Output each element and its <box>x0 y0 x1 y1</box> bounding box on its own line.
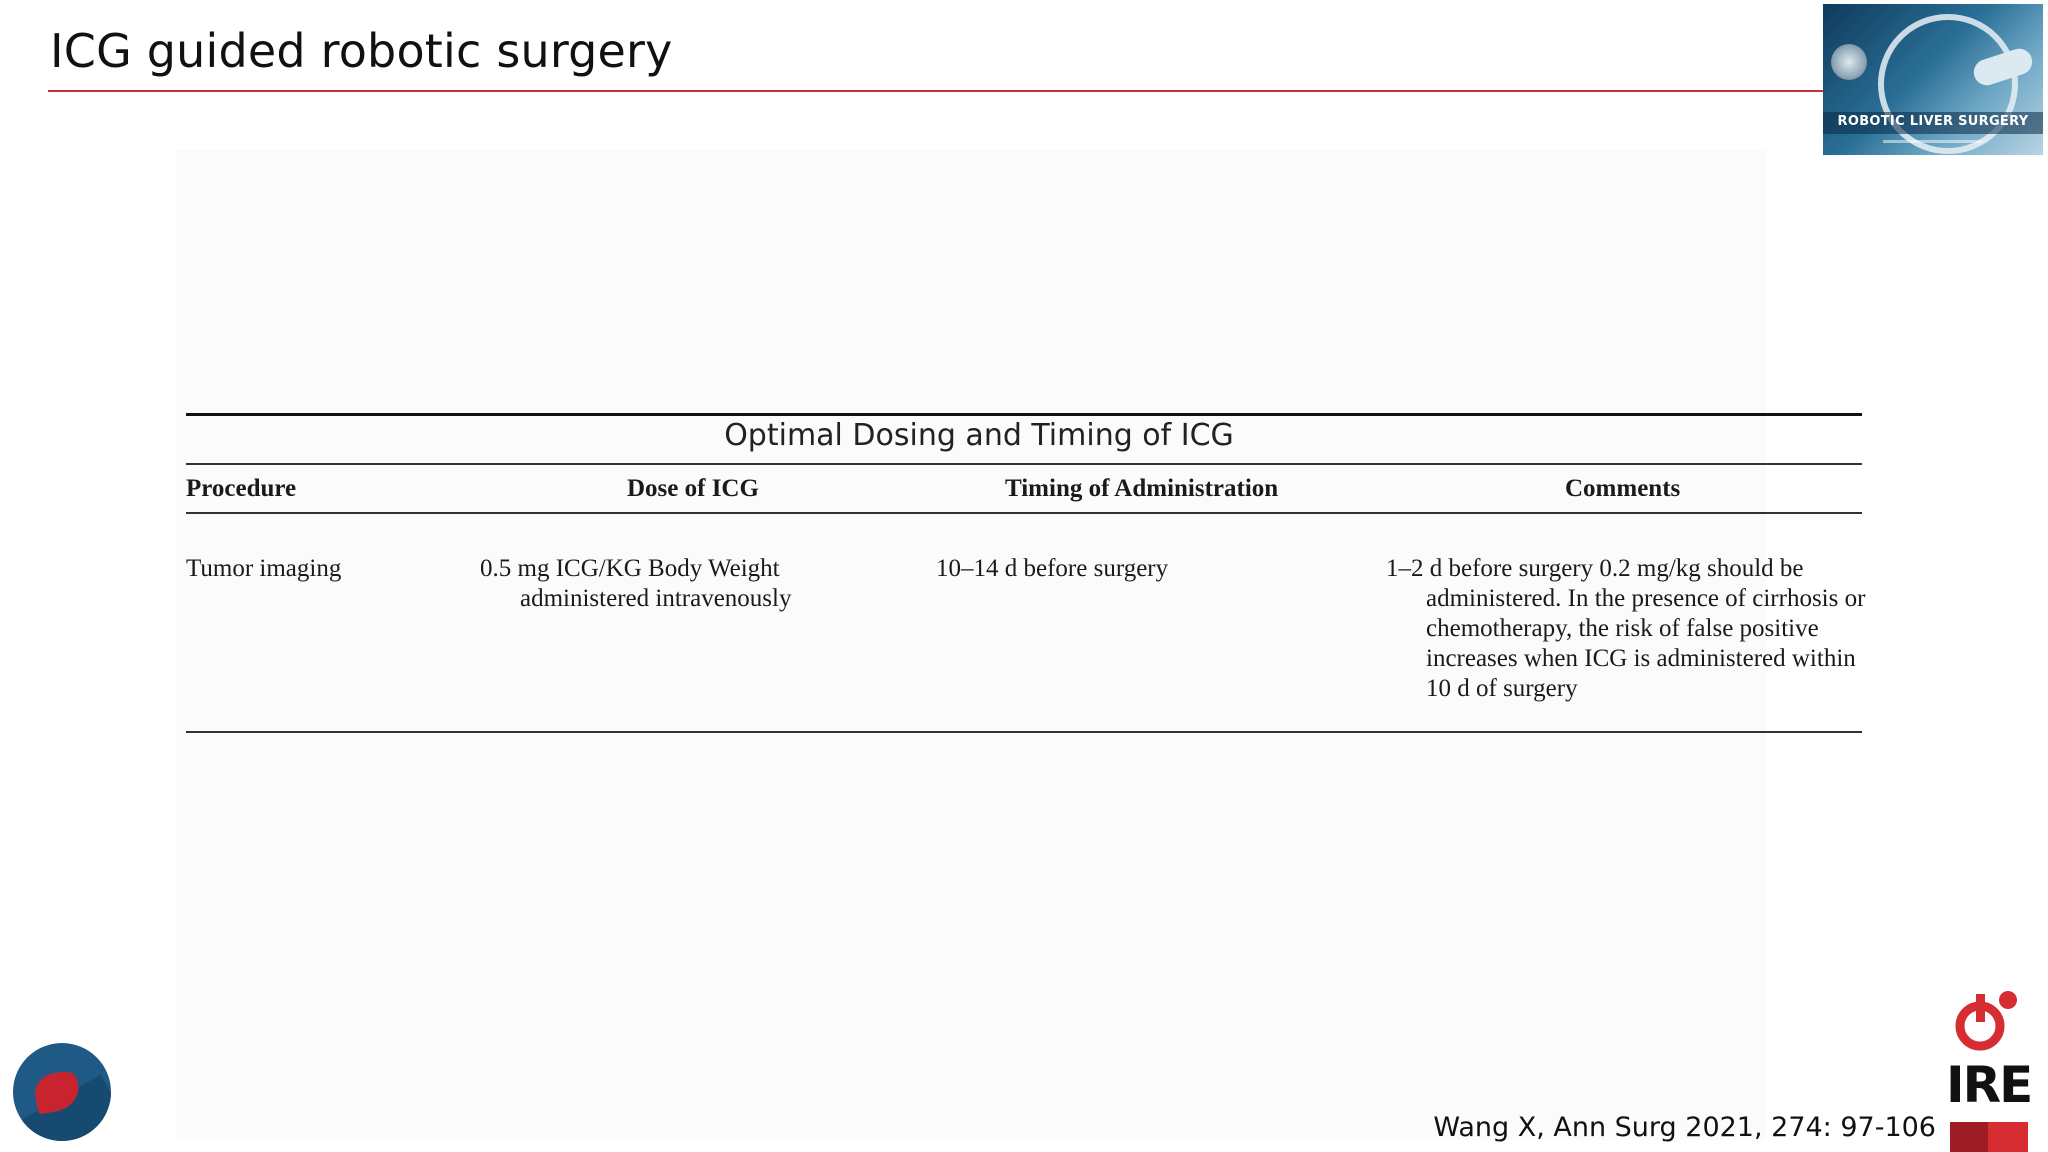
table-header-rule <box>186 512 1862 514</box>
cell-procedure: Tumor imaging <box>186 555 342 582</box>
ire-logo-text: IRE <box>1946 1056 2032 1114</box>
column-header-procedure: Procedure <box>186 475 297 502</box>
ire-logo <box>1946 980 2036 1152</box>
table-title: Optimal Dosing and Timing of ICG <box>724 418 1234 453</box>
cell-dose-line1: 0.5 mg ICG/KG Body Weight <box>480 555 780 582</box>
cell-comments-line1: 1–2 d before surgery 0.2 mg/kg should be <box>1386 555 1804 582</box>
liver-logo-icon <box>13 1043 111 1141</box>
citation: Wang X, Ann Surg 2021, 274: 97-106 <box>1433 1112 1936 1143</box>
conference-thumbnail <box>1823 4 2043 155</box>
thumbnail-subline <box>1883 140 1983 143</box>
table-bottom-rule <box>186 731 1862 733</box>
ire-bar-dark <box>1950 1122 1988 1152</box>
column-header-comments: Comments <box>1565 475 1681 502</box>
cell-dose <box>480 554 820 614</box>
column-header-dose: Dose of ICG <box>627 475 759 502</box>
cell-comments <box>1386 554 1866 704</box>
thumbnail-caption: ROBOTIC LIVER SURGERY <box>1837 114 2029 129</box>
table-rule <box>186 463 1862 465</box>
cell-comments-rest: administered. In the presence of cirrhosis or chemotherapy, the risk of false positive increases when ICG is administered within 10 d of surgery <box>1426 585 1866 702</box>
thumbnail-logo-icon <box>1831 44 1867 80</box>
table-top-rule <box>186 413 1862 416</box>
title-divider <box>48 90 1823 92</box>
cell-dose-line2: administered intravenously <box>520 585 792 612</box>
slide-title: ICG guided robotic surgery <box>50 24 673 78</box>
cell-timing: 10–14 d before surgery <box>936 555 1169 582</box>
column-header-timing: Timing of Administration <box>1005 475 1279 502</box>
ire-mark-icon <box>1952 986 2020 1054</box>
